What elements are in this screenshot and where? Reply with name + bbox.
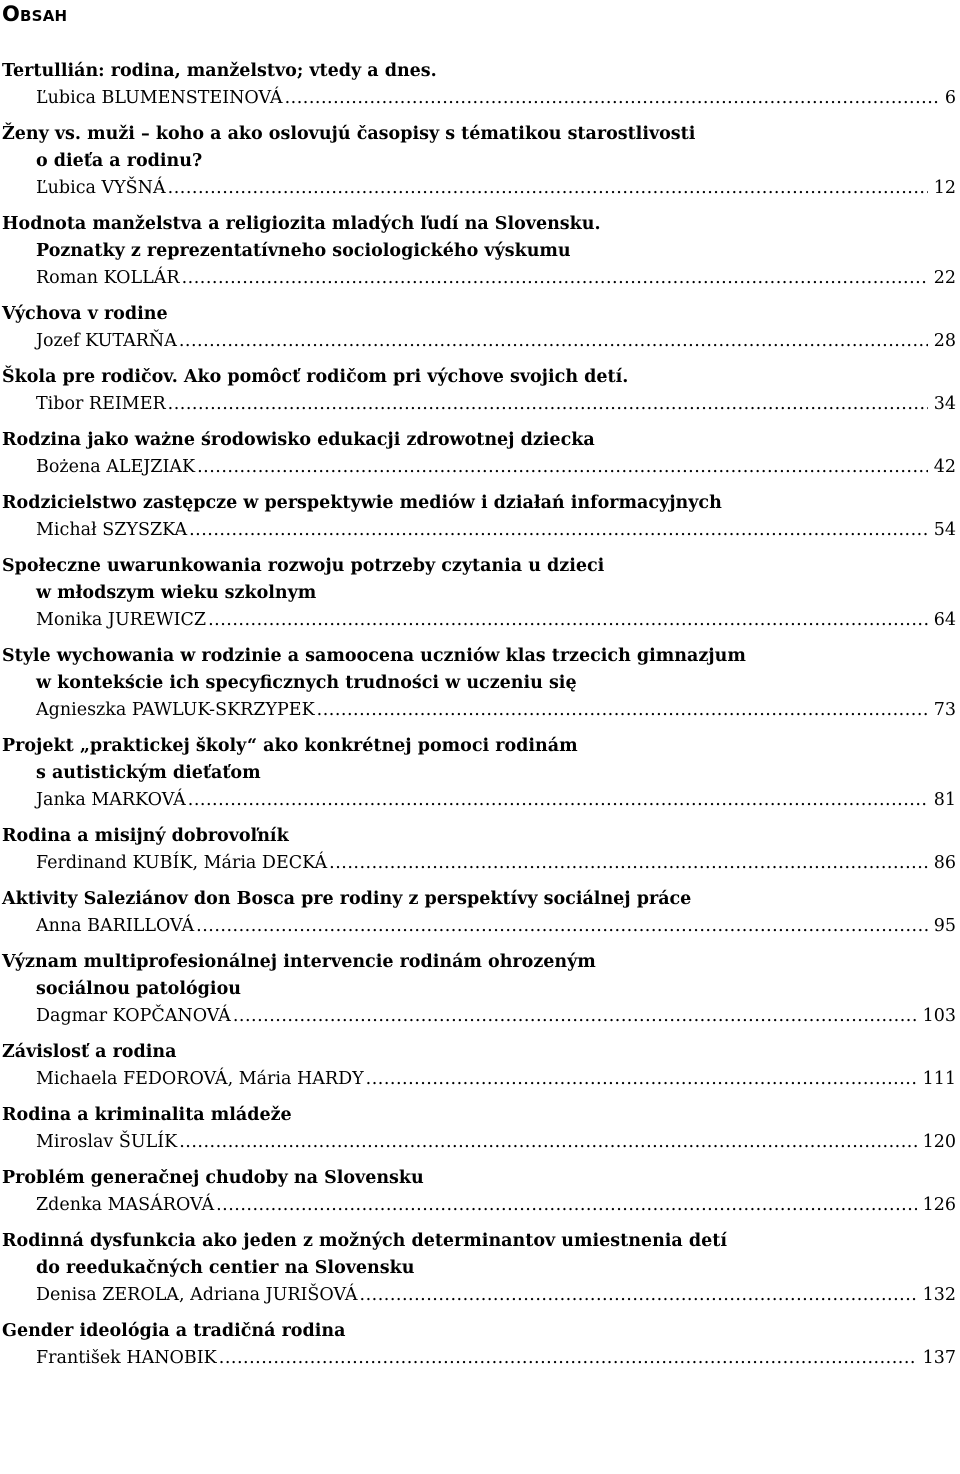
dot-leader (216, 1192, 917, 1219)
toc-entry (2, 490, 956, 544)
dot-leader (179, 1129, 916, 1156)
entry-author: Roman KOLLÁR (36, 268, 180, 288)
dot-leader (285, 85, 939, 112)
entry-author: Tibor REIMER (36, 394, 166, 414)
entry-page-number: 34 (933, 394, 956, 414)
entry-author: Ľubica BLUMENSTEINOVÁ (36, 88, 283, 108)
entry-title: Výchova v rodine (2, 304, 168, 324)
dot-leader (360, 1282, 917, 1309)
entry-page-number: 86 (933, 853, 956, 873)
entry-byline (2, 697, 956, 724)
entry-author: Michał SZYSZKA (36, 520, 188, 540)
entry-title: Społeczne uwarunkowania rozwoju potrzeby czytania u dzieci (2, 556, 605, 576)
dot-leader (208, 607, 928, 634)
entry-title: Tertullián: rodina, manželstvo; vtedy a dnes. (2, 61, 437, 81)
entry-byline (2, 787, 956, 814)
entry-byline (2, 328, 956, 355)
entry-page-number: 6 (944, 88, 956, 108)
dot-leader (188, 787, 928, 814)
toc-entry (2, 211, 956, 292)
entry-page-number: 22 (933, 268, 956, 288)
entry-page-number: 137 (922, 1348, 956, 1368)
page-title: Obsah (2, 2, 68, 26)
entry-title: Ženy vs. muži – koho a ako oslovujú časopisy s tématikou starostlivosti (2, 124, 696, 144)
entry-byline (2, 1066, 956, 1093)
entry-title: Poznatky z reprezentatívneho sociologického výskumu (36, 241, 571, 261)
toc-entry (2, 301, 956, 355)
entry-title: do reedukačných centier na Slovensku (36, 1258, 415, 1278)
entry-title: Rodina a misijný dobrovoľník (2, 826, 289, 846)
entry-byline (2, 454, 956, 481)
toc-entry (2, 949, 956, 1030)
dot-leader (329, 850, 928, 877)
dot-leader (168, 391, 928, 418)
dot-leader (182, 265, 928, 292)
entry-author: Agnieszka PAWLUK-SKRZYPEK (36, 700, 315, 720)
entry-byline (2, 391, 956, 418)
entry-title: Rodzina jako ważne środowisko edukacji zdrowotnej dziecka (2, 430, 595, 450)
entry-byline (2, 1345, 956, 1372)
dot-leader (196, 913, 928, 940)
toc-entry (2, 643, 956, 724)
toc-entry (2, 823, 956, 877)
toc-entry (2, 1102, 956, 1156)
toc-entry (2, 1318, 956, 1372)
entry-author: Bożena ALEJZIAK (36, 457, 196, 477)
entry-author: Michaela FEDOROVÁ, Mária HARDY (36, 1069, 364, 1089)
entry-byline (2, 1192, 956, 1219)
entry-author: Ľubica VYŠNÁ (36, 178, 166, 198)
entry-byline (2, 1129, 956, 1156)
entry-title: sociálnou patológiou (36, 979, 241, 999)
toc-entry (2, 58, 956, 112)
entry-author: Miroslav ŠULÍK (36, 1132, 178, 1152)
entry-page-number: 81 (933, 790, 956, 810)
entry-author: Denisa ZEROLA, Adriana JURIŠOVÁ (36, 1285, 358, 1305)
dot-leader (219, 1345, 917, 1372)
entry-title: Gender ideológia a tradičná rodina (2, 1321, 346, 1341)
entry-title: Škola pre rodičov. Ako pomôcť rodičom pri výchove svojich detí. (2, 367, 629, 387)
toc-entry (2, 1228, 956, 1309)
entry-byline (2, 265, 956, 292)
entry-title: Aktivity Saleziánov don Bosca pre rodiny z perspektívy sociálnej práce (2, 889, 692, 909)
entry-page-number: 28 (933, 331, 956, 351)
dot-leader (168, 175, 928, 202)
entry-page-number: 126 (922, 1195, 956, 1215)
entry-title: o dieťa a rodinu? (36, 151, 203, 171)
entry-author: Jozef KUTARŇA (36, 331, 177, 351)
entry-byline (2, 85, 956, 112)
entry-title: Závislosť a rodina (2, 1042, 177, 1062)
entry-author: František HANOBIK (36, 1348, 217, 1368)
dot-leader (197, 454, 928, 481)
entry-title: Význam multiprofesionálnej intervencie rodinám ohrozeným (2, 952, 596, 972)
entry-author: Ferdinand KUBÍK, Mária DECKÁ (36, 853, 328, 873)
entry-title: w młodszym wieku szkolnym (36, 583, 317, 603)
entry-author: Dagmar KOPČANOVÁ (36, 1006, 231, 1026)
dot-leader (366, 1066, 917, 1093)
entry-page-number: 120 (922, 1132, 956, 1152)
table-of-contents (2, 58, 956, 1372)
entry-title: Rodzicielstwo zastępcze w perspektywie mediów i działań informacyjnych (2, 493, 722, 513)
entry-title: Problém generačnej chudoby na Slovensku (2, 1168, 424, 1188)
toc-entry (2, 1165, 956, 1219)
entry-byline (2, 1282, 956, 1309)
dot-leader (179, 328, 928, 355)
entry-author: Zdenka MASÁROVÁ (36, 1195, 215, 1215)
entry-byline (2, 913, 956, 940)
entry-author: Anna BARILLOVÁ (36, 916, 195, 936)
entry-title: Projekt „praktickej školy“ ako konkrétnej pomoci rodinám (2, 736, 578, 756)
dot-leader (189, 517, 928, 544)
entry-page-number: 42 (933, 457, 956, 477)
entry-title: Rodinná dysfunkcia ako jeden z možných determinantov umiestnenia detí (2, 1231, 727, 1251)
entry-author: Monika JUREWICZ (36, 610, 207, 630)
toc-entry (2, 121, 956, 202)
entry-author: Janka MARKOVÁ (36, 790, 186, 810)
entry-page-number: 111 (922, 1069, 956, 1089)
entry-page-number: 64 (933, 610, 956, 630)
entry-page-number: 95 (933, 916, 956, 936)
entry-title: Rodina a kriminalita mládeže (2, 1105, 292, 1125)
entry-title: Hodnota manželstva a religiozita mladých ľudí na Slovensku. (2, 214, 601, 234)
toc-entry (2, 427, 956, 481)
entry-byline (2, 175, 956, 202)
toc-entry (2, 553, 956, 634)
dot-leader (317, 697, 928, 724)
toc-entry (2, 733, 956, 814)
entry-title: Style wychowania w rodzinie a samoocena uczniów klas trzecich gimnazjum (2, 646, 746, 666)
toc-entry (2, 886, 956, 940)
entry-page-number: 12 (933, 178, 956, 198)
entry-title: s autistickým dieťaťom (36, 763, 261, 783)
entry-page-number: 73 (933, 700, 956, 720)
toc-entry (2, 364, 956, 418)
dot-leader (233, 1003, 917, 1030)
entry-title: w kontekście ich specyficznych trudności w uczeniu się (36, 673, 577, 693)
entry-byline (2, 607, 956, 634)
entry-page-number: 103 (922, 1006, 956, 1026)
toc-entry (2, 1039, 956, 1093)
entry-page-number: 132 (922, 1285, 956, 1305)
entry-page-number: 54 (933, 520, 956, 540)
entry-byline (2, 1003, 956, 1030)
entry-byline (2, 850, 956, 877)
entry-byline (2, 517, 956, 544)
